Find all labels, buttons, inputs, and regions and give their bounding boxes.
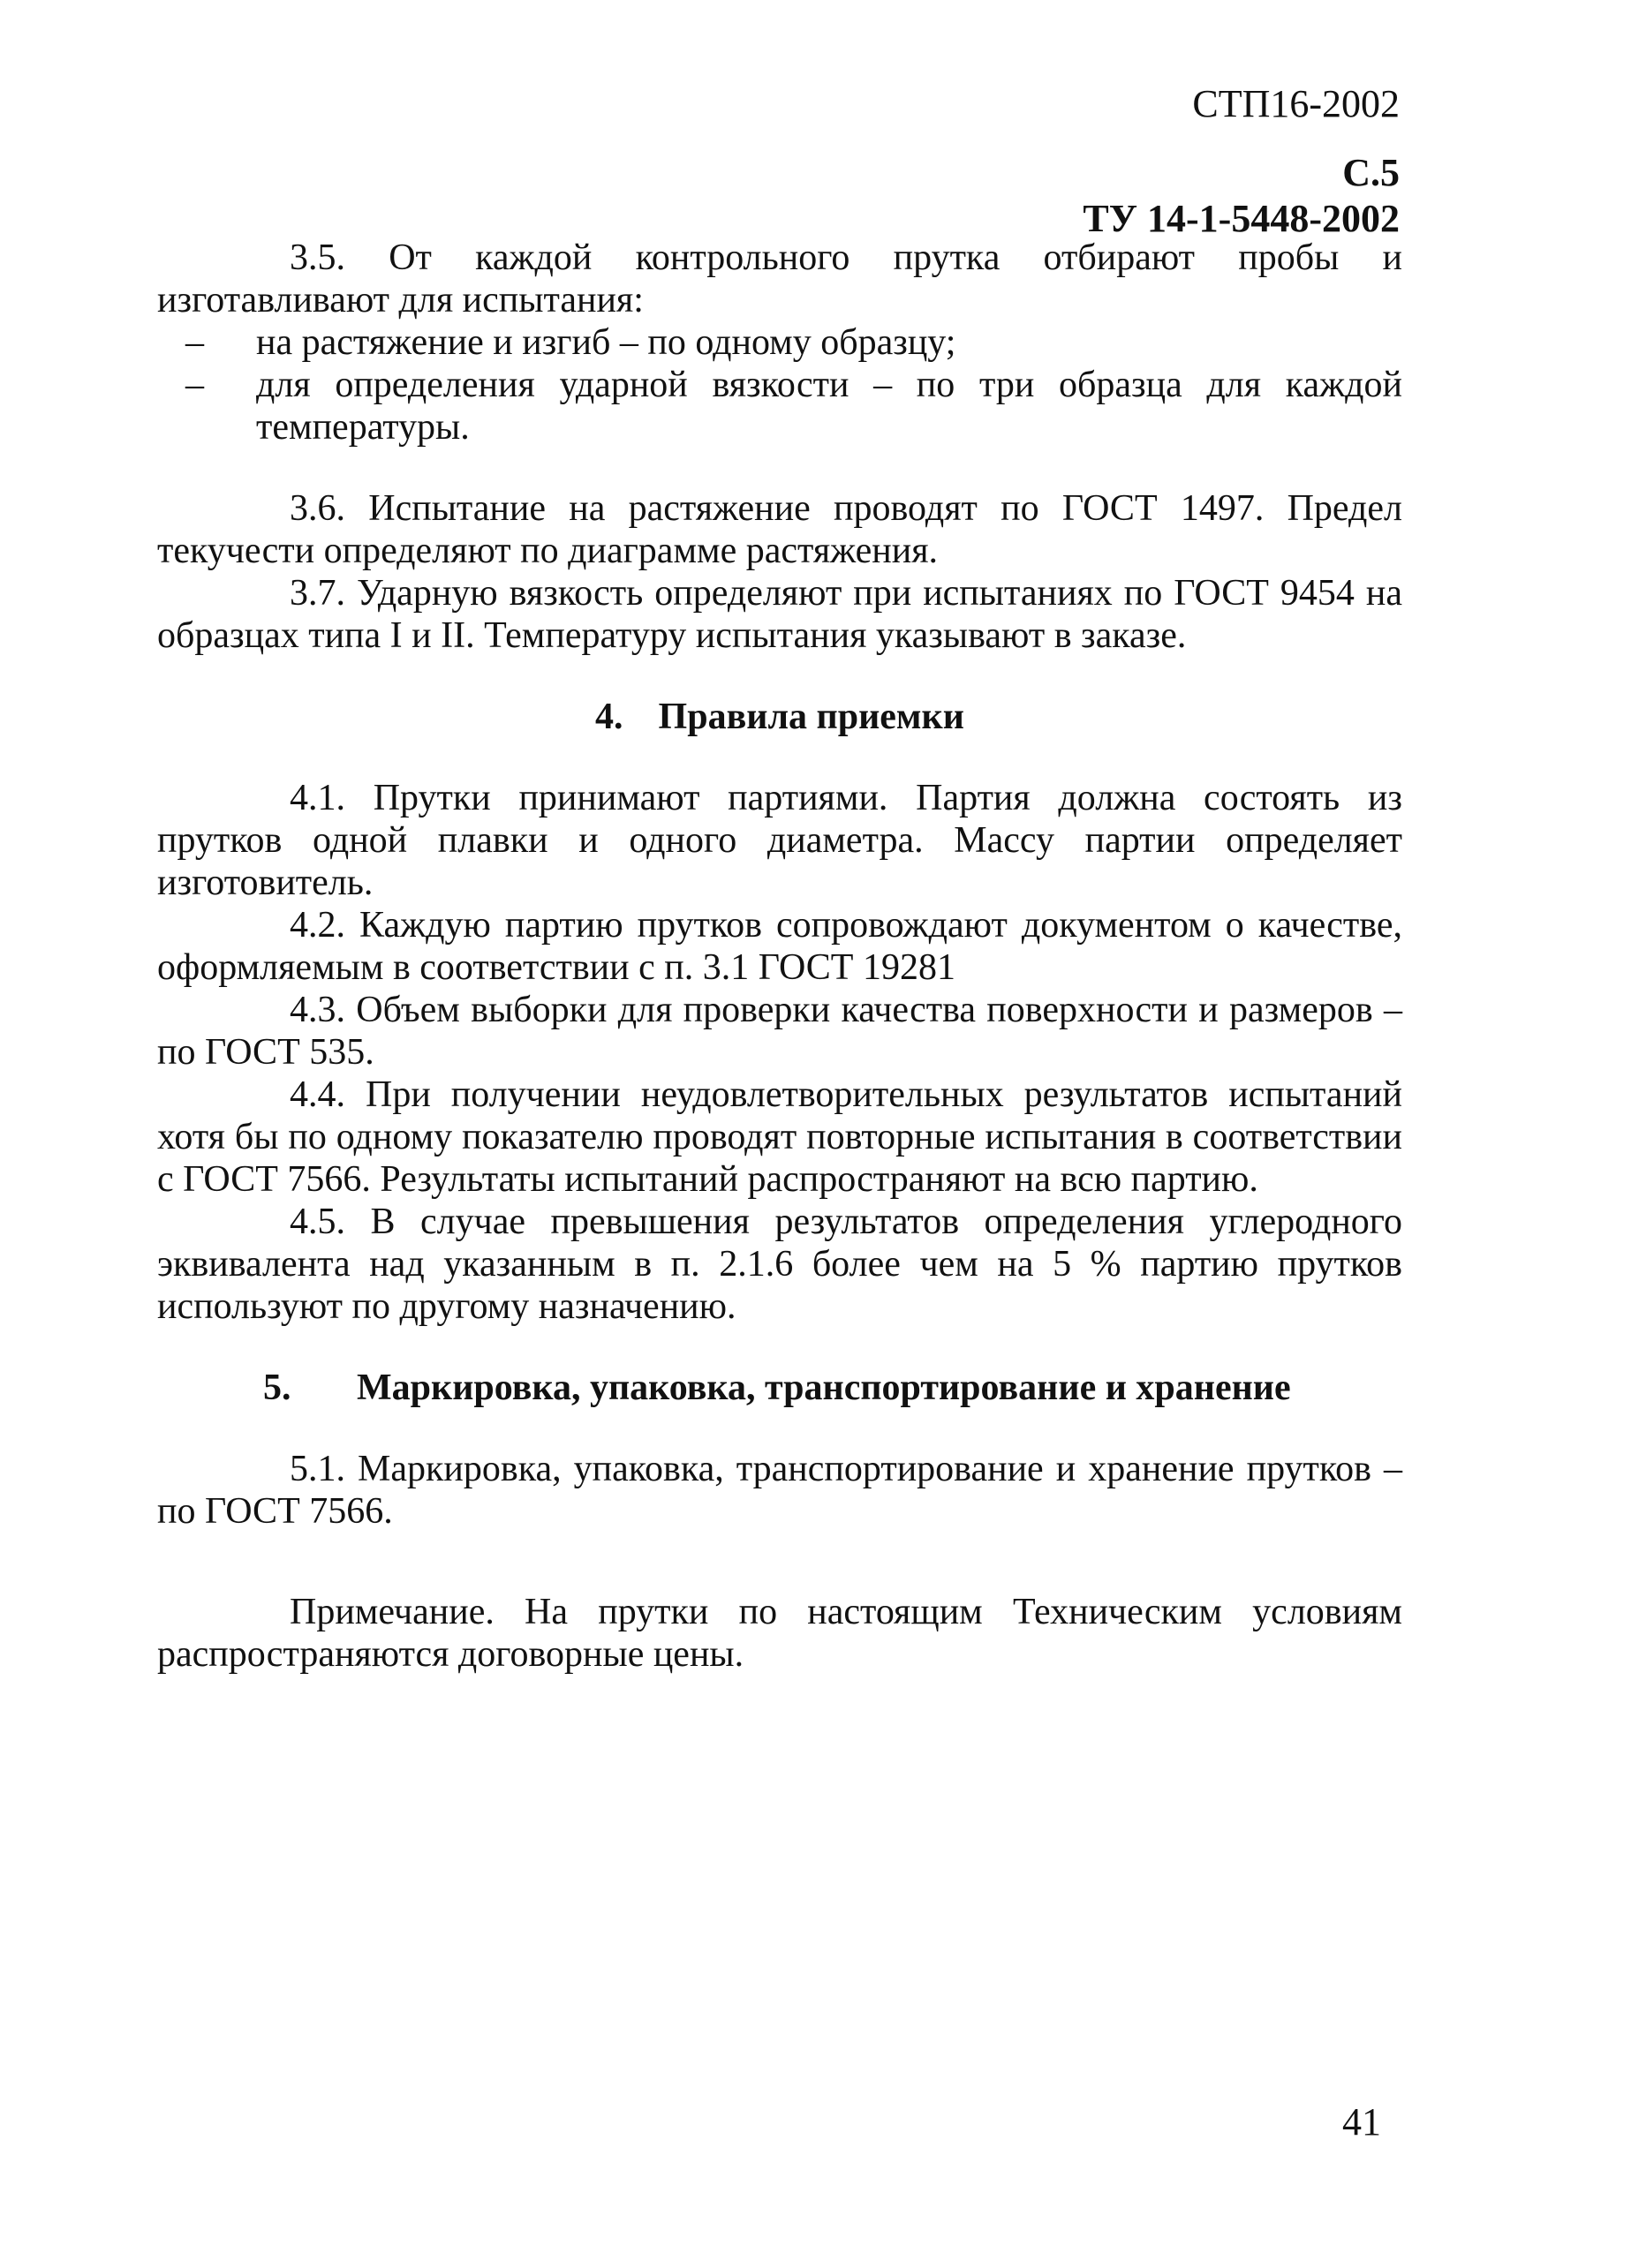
- paragraph-4-4: 4.4. При получении неудовлетворительных результатов испытаний хотя бы по одному показателю проводят повторные испытания в соответствии с ГОСТ 7566. Результаты испытаний распространяют на всю партию.: [157, 1074, 1402, 1200]
- paragraph-4-2: 4.2. Каждую партию прутков сопровождают документом о качестве, оформляемым в соответствии с п. 3.1 ГОСТ 19281: [157, 905, 1402, 988]
- section-number: 4.: [595, 697, 623, 737]
- document-code: СТП16-2002: [1192, 82, 1400, 125]
- page-reference: С.5: [1342, 151, 1400, 194]
- paragraph-3-5: 3.5. От каждой контрольного прутка отбирают пробы и изготавливают для испытания:: [157, 237, 1402, 320]
- paragraph-4-1: 4.1. Прутки принимают партиями. Партия должна состоять из прутков одной плавки и одного диаметра. Массу партии определяет изготовитель.: [157, 778, 1402, 903]
- section-title: Маркировка, упаковка, транспортирование и хранение: [357, 1368, 1291, 1408]
- paragraph-4-3: 4.3. Объем выборки для проверки качества поверхности и размеров – по ГОСТ 535.: [157, 990, 1402, 1073]
- paragraph-5-1: 5.1. Маркировка, упаковка, транспортирование и хранение прутков – по ГОСТ 7566.: [157, 1449, 1402, 1532]
- section-number: 5.: [263, 1368, 291, 1408]
- section-5-heading: [157, 1367, 1402, 1409]
- paragraph-3-7: 3.7. Ударную вязкость определяют при испытаниях по ГОСТ 9454 на образцах типа I и II. Температуру испытания указывают в заказе.: [157, 573, 1402, 656]
- specification-reference: ТУ 14-1-5448-2002: [1083, 197, 1400, 240]
- paragraph-3-6: 3.6. Испытание на растяжение проводят по ГОСТ 1497. Предел текучести определяют по диаграмме растяжения.: [157, 488, 1402, 571]
- list-item-text: для определения ударной вязкости – по три образца для каждой температуры.: [256, 365, 1402, 448]
- dash-marker: –: [185, 365, 204, 405]
- list-item-text: на растяжение и изгиб – по одному образцу;: [256, 322, 956, 363]
- list-item: [157, 364, 1402, 448]
- section-title: Правила приемки: [658, 697, 964, 737]
- document-body: [157, 237, 1402, 1676]
- list-item: [157, 321, 1402, 364]
- paragraph-4-5: 4.5. В случае превышения результатов определения углеродного эквивалента над указанным в п. 2.1.6 более чем на 5 % партию прутков используют по другому назначению.: [157, 1202, 1402, 1327]
- note-paragraph: Примечание. На прутки по настоящим Техническим условиям распространяются договорные цены.: [157, 1592, 1402, 1675]
- section-4-heading: [157, 696, 1402, 738]
- page-number: 41: [1342, 2100, 1381, 2144]
- dash-marker: –: [185, 322, 204, 363]
